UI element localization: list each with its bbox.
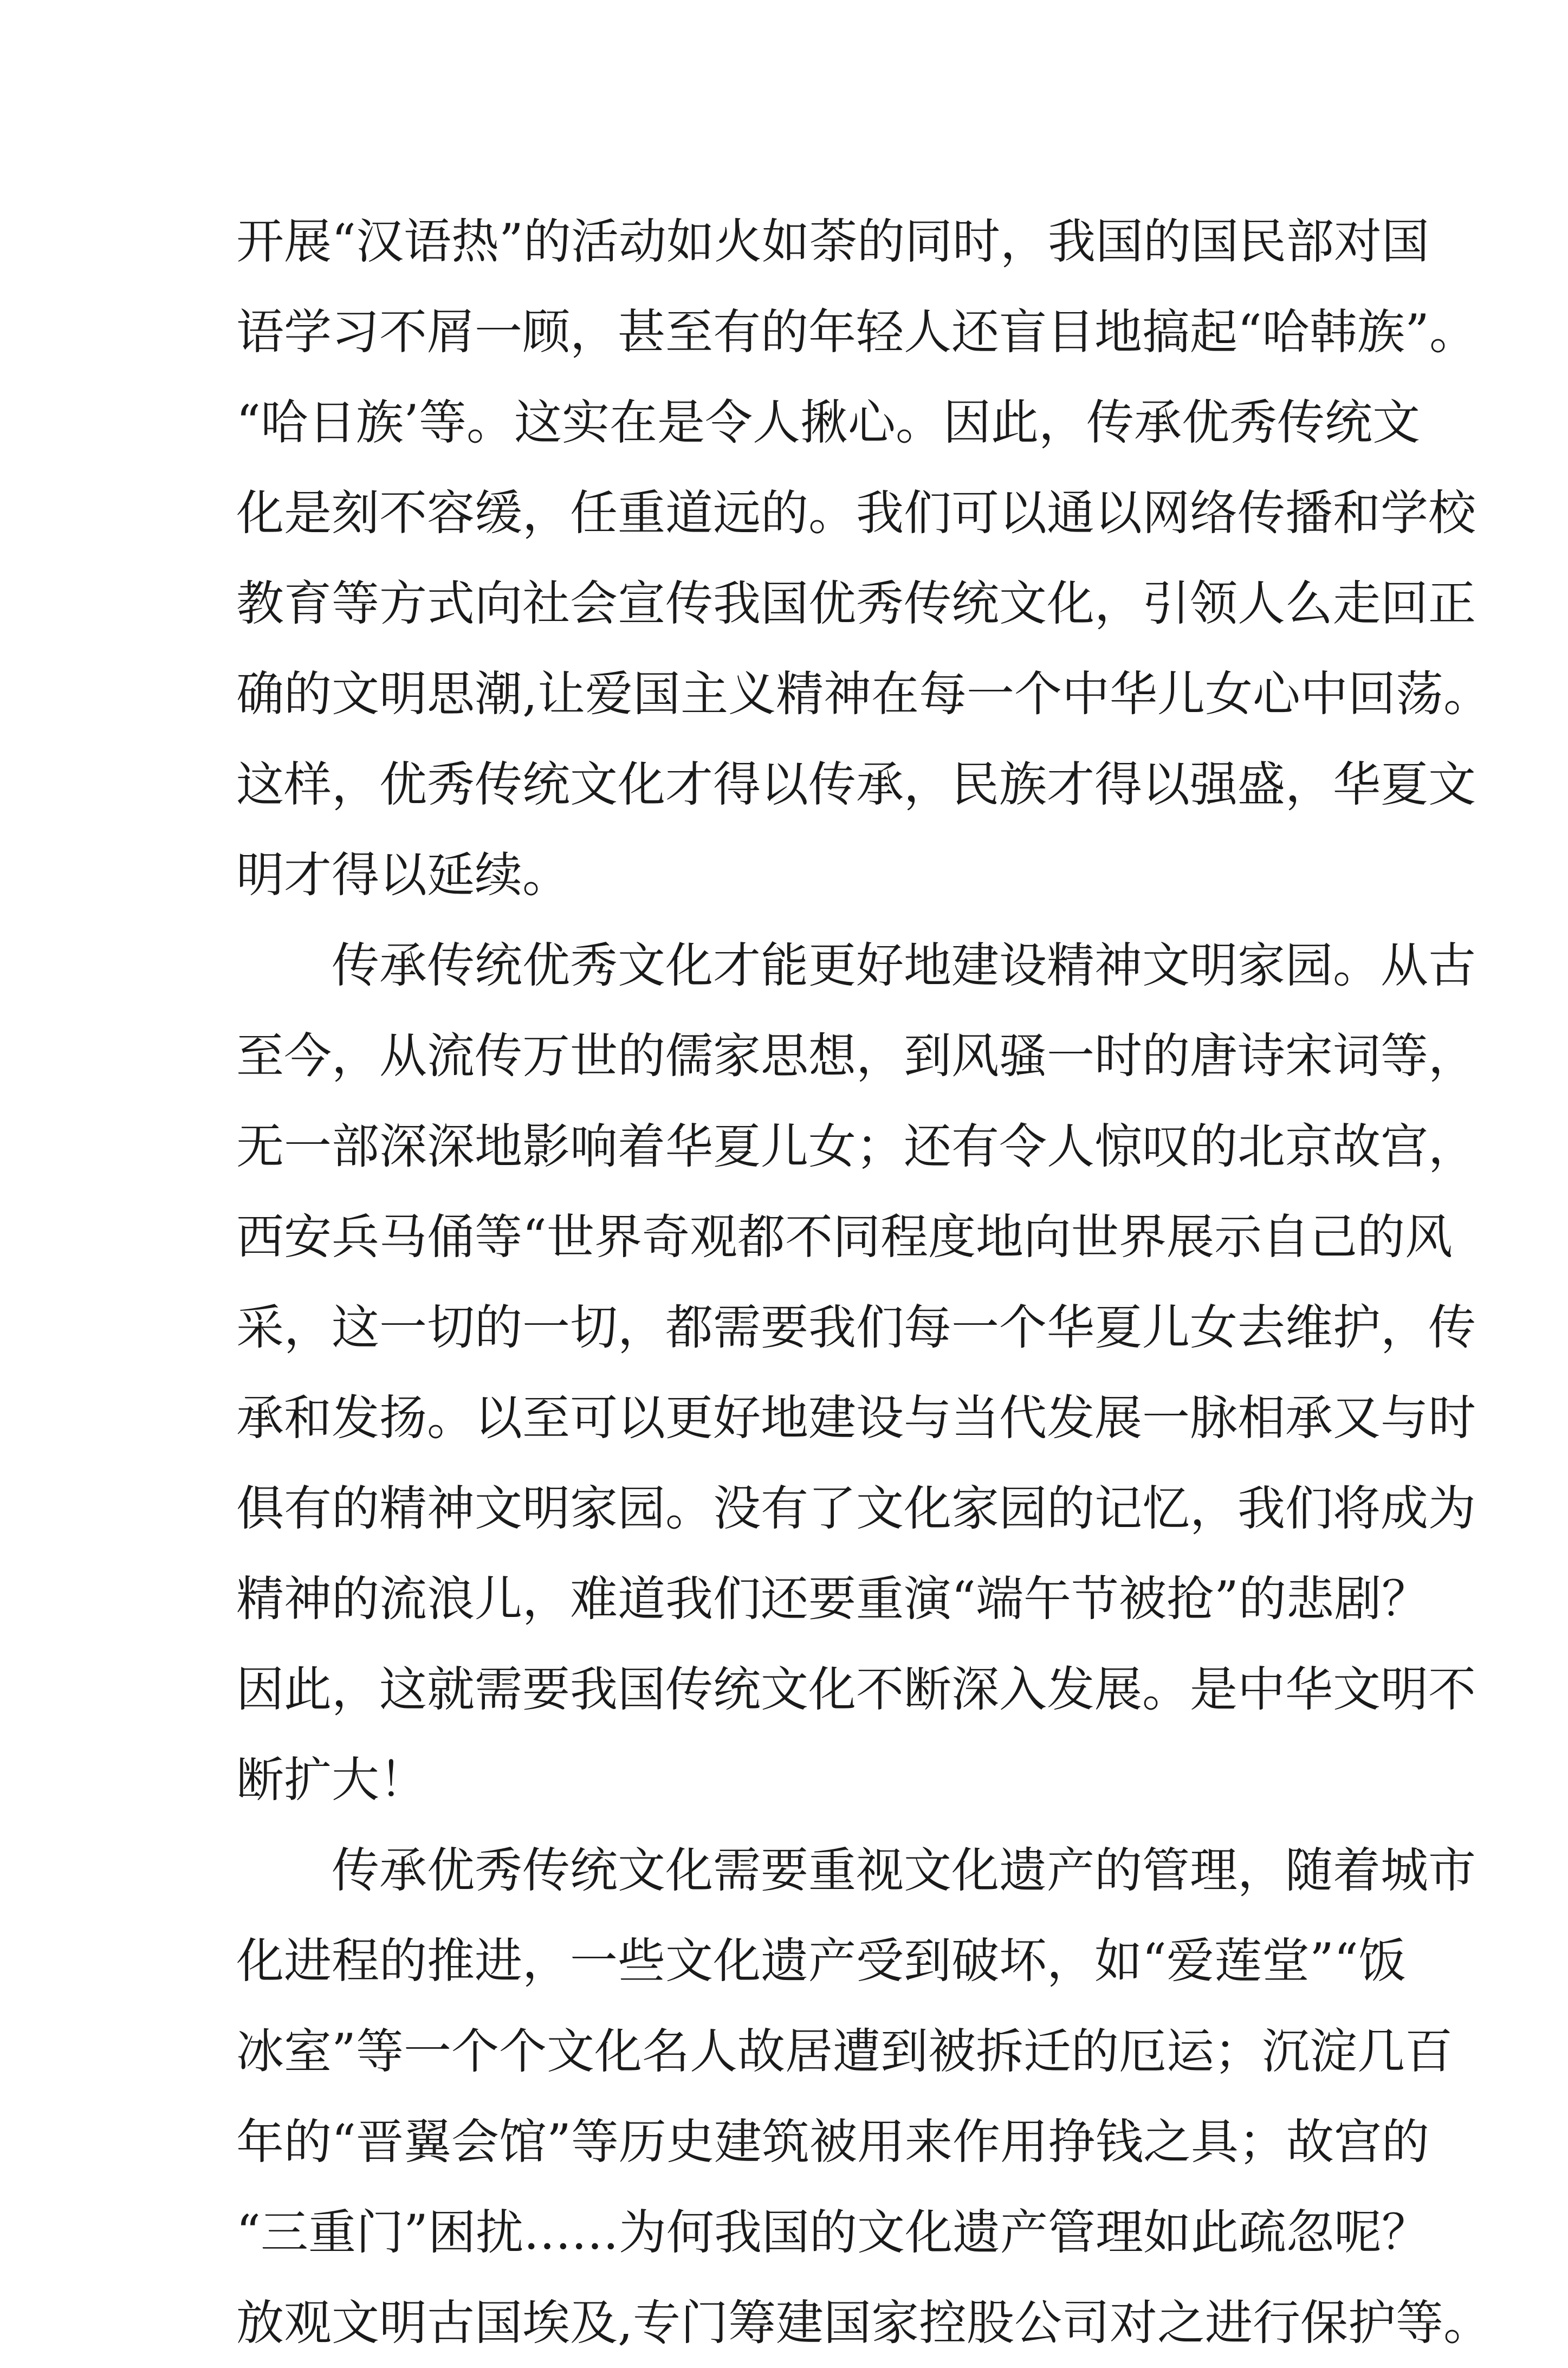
text-line: 承和发扬。以至可以更好地建设与当代发展一脉相承又与时 <box>236 1390 1476 1446</box>
text-line: 因此，这就需要我国传统文化不断深入发展。是中华文明不 <box>236 1661 1476 1717</box>
text-line: 年的“晋翼会馆”等历史建筑被用来作用挣钱之具；故宫的 <box>236 2114 1429 2170</box>
document-body <box>236 196 1491 2368</box>
text-line: 语学习不屑一顾，甚至有的年轻人还盲目地搞起“哈韩族”。 <box>236 304 1477 360</box>
text-line: 冰室”等一个个文化名人故居遭到被拆迁的厄运；沉淀几百 <box>236 2023 1453 2079</box>
text-line: 确的文明思潮,让爱国主义精神在每一个中华儿女心中回荡。 <box>236 666 1491 722</box>
text-line: 开展“汉语热”的活动如火如荼的同时，我国的国民部对国 <box>236 213 1429 269</box>
text-line: 化是刻不容缓，任重道远的。我们可以通以网络传播和学校 <box>236 485 1476 541</box>
text-line: 精神的流浪儿，难道我们还要重演“端午节被抢”的悲剧？ <box>236 1571 1429 1627</box>
text-line: 这样，优秀传统文化才得以传承，民族才得以强盛，华夏文 <box>236 756 1476 812</box>
text-line: 教育等方式向社会宣传我国优秀传统文化，引领人么走回正 <box>236 575 1476 631</box>
text-line: “三重门”困扰……为何我国的文化遗产管理如此疏忽呢？ <box>236 2204 1429 2260</box>
paragraph-1 <box>236 196 1491 920</box>
text-line: 西安兵马俑等“世界奇观都不同程度地向世界展示自己的风 <box>236 1209 1453 1265</box>
text-line: 传承传统优秀文化才能更好地建设精神文明家园。从古 <box>332 937 1476 993</box>
paragraph-2 <box>236 920 1476 1825</box>
text-line: 俱有的精神文明家园。没有了文化家园的记忆，我们将成为 <box>236 1480 1476 1536</box>
text-line: 化进程的推进，一些文化遗产受到破坏，如“爱莲堂”“饭 <box>236 1933 1406 1989</box>
text-line: “哈日族’等。这实在是令人揪心。因此，传承优秀传统文 <box>236 394 1420 450</box>
text-line: 无一部深深地影响着华夏儿女；还有令人惊叹的北京故宫， <box>236 1118 1476 1174</box>
paragraph-3 <box>236 1825 1491 2368</box>
text-line: 至今，从流传万世的儒家思想，到风骚一时的唐诗宋词等， <box>236 1028 1476 1084</box>
text-line: 断扩大！ <box>236 1752 427 1808</box>
text-line: 明才得以延续。 <box>236 847 571 903</box>
text-line: 采，这一切的一切，都需要我们每一个华夏儿女去维护，传 <box>236 1299 1476 1355</box>
text-line: 传承优秀传统文化需要重视文化遗产的管理，随着城市 <box>332 1842 1476 1898</box>
text-line: 放观文明古国埃及,专门筹建国家控股公司对之进行保护等。 <box>236 2295 1491 2351</box>
